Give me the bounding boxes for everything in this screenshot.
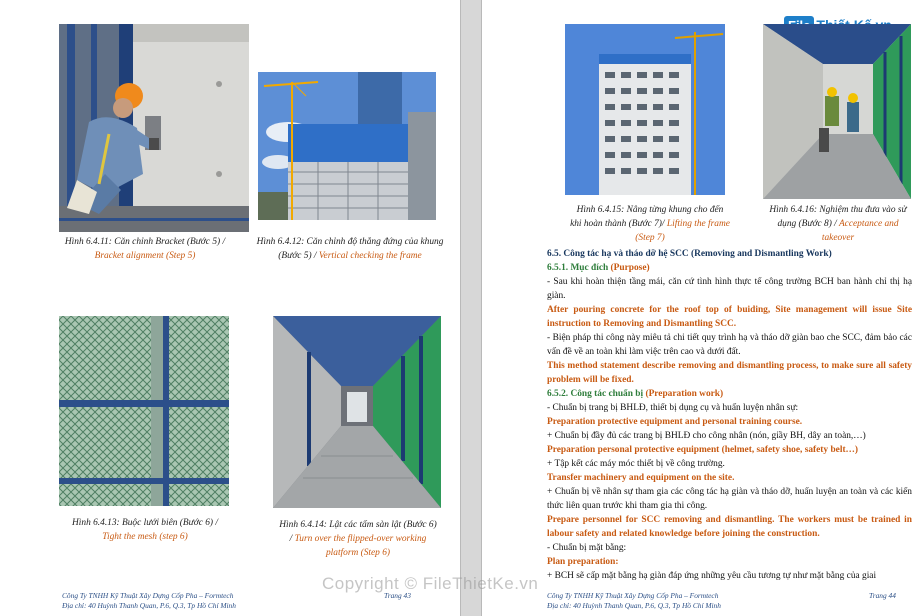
paragraph: + Chuẩn bị về nhân sự tham gia các công tác hạ giàn và tháo dỡ, huấn luyện an toàn và các kiến thức liên quan trước khi tham gia thi công. (547, 487, 912, 511)
photo-lifting-frame (565, 24, 725, 195)
figure-caption: Hình 6.4.15: Nâng từng khung cho đến khi hoàn thành (Bước 7)/ Lifting the frame (Step 7) (570, 205, 730, 243)
subsection-heading: 6.5.1. Mục đích (Purpose) (547, 263, 650, 273)
subsection-heading: 6.5.2. Công tác chuẩn bị (Preparation work) (547, 389, 724, 399)
section-body (547, 247, 912, 583)
paragraph: + Tập kết các máy móc thiết bị về công trường. (547, 459, 725, 469)
photo-bracket-alignment (59, 24, 249, 232)
page-footer (62, 591, 442, 613)
document-page-right (482, 0, 922, 616)
photo-acceptance (763, 24, 911, 199)
paragraph: - Sau khi hoàn thiện tầng mái, căn cứ tình hình thực tế công trường BCH ban hành chỉ thị hạ giàn. (547, 277, 912, 301)
figure-caption: Hình 6.4.16: Nghiệm thu đưa vào sử dụng (Bước 8) / Acceptance and takeover (769, 205, 907, 243)
paragraph: - Biện pháp thi công này miêu tả chi tiết quy trình hạ và tháo dỡ giàn bao che SCC, đảm bảo các vấn đề về an toàn khi làm việc trên cao và dưới đất. (547, 333, 912, 357)
figure-caption: Hình 6.4.14: Lật các tấm sàn lật (Bước 6) / Turn over the flipped-over working platform (Step 6) (279, 520, 437, 558)
page-number: Trang 44 (869, 591, 896, 600)
page-footer (547, 591, 917, 613)
figure-caption: Hình 6.4.12: Căn chỉnh độ thẳng đứng của khung (Bước 5) / Vertical checking the frame (256, 237, 444, 261)
photo-tight-mesh (59, 316, 229, 506)
section-heading: 6.5. Công tác hạ và tháo dỡ hệ SCC (Removing and Dismantling Work) (547, 249, 832, 259)
document-page-left (0, 0, 460, 616)
photo-vertical-frame-check (258, 72, 436, 220)
paragraph-en: After pouring concrete for the roof top of buiding, Site management will issue Site instruction to Removing and Dismantling SCC. (547, 305, 912, 329)
footer-company: Công Ty TNHH Kỹ Thuật Xây Dựng Cốp Pha – Formtech (62, 591, 234, 600)
footer-company: Công Ty TNHH Kỹ Thuật Xây Dựng Cốp Pha – Formtech (547, 591, 719, 600)
copyright-watermark: Copyright © FileThietKe.vn (322, 574, 539, 593)
figure-caption: Hình 6.4.11: Căn chỉnh Bracket (Bước 5) / Bracket alignment (Step 5) (64, 237, 226, 261)
page-number: Trang 43 (384, 591, 411, 600)
photo-working-platform (273, 316, 441, 508)
footer-address: Địa chỉ: 40 Huỳnh Thanh Quan, P.6, Q.3, Tp Hồ Chí Minh (62, 601, 236, 610)
paragraph-en: Preparation protective equipment and personal training course. (547, 417, 803, 427)
footer-address: Địa chỉ: 40 Huỳnh Thanh Quan, P.6, Q.3, Tp Hồ Chí Minh (547, 601, 721, 610)
paragraph: + Chuẩn bị đầy đủ các trang bị BHLĐ cho công nhân (nón, giầy BH, dây an toàn,…) (547, 431, 866, 441)
paragraph-en: This method statement describe removing and dismantling process, to make sure all safety problem will be fixed. (547, 361, 912, 385)
paragraph-en: Prepare personnel for SCC removing and dismantling. The workers must be trained in labour safety and related knowledge before joining the construction. (547, 515, 912, 539)
paragraph: - Chuẩn bị trang bị BHLĐ, thiết bị dụng cụ và huấn luyện nhân sự: (547, 403, 799, 413)
paragraph: - Chuẩn bị mặt bằng: (547, 543, 627, 553)
paragraph-en: Plan preparation: (547, 557, 619, 567)
figure-caption: Hình 6.4.13: Buộc lưới biên (Bước 6) / Tight the mesh (step 6) (72, 518, 218, 542)
paragraph-en: Transfer machinery and equipment on the site. (547, 473, 735, 483)
paragraph: + BCH sẽ cấp mặt bằng hạ giàn đáp ứng những yêu cầu tương tự như mặt bằng của giai (547, 571, 877, 581)
paragraph-en: Preparation personal protective equipment (helmet, safety shoe, safety belt…) (547, 445, 859, 455)
page-gutter (460, 0, 482, 616)
